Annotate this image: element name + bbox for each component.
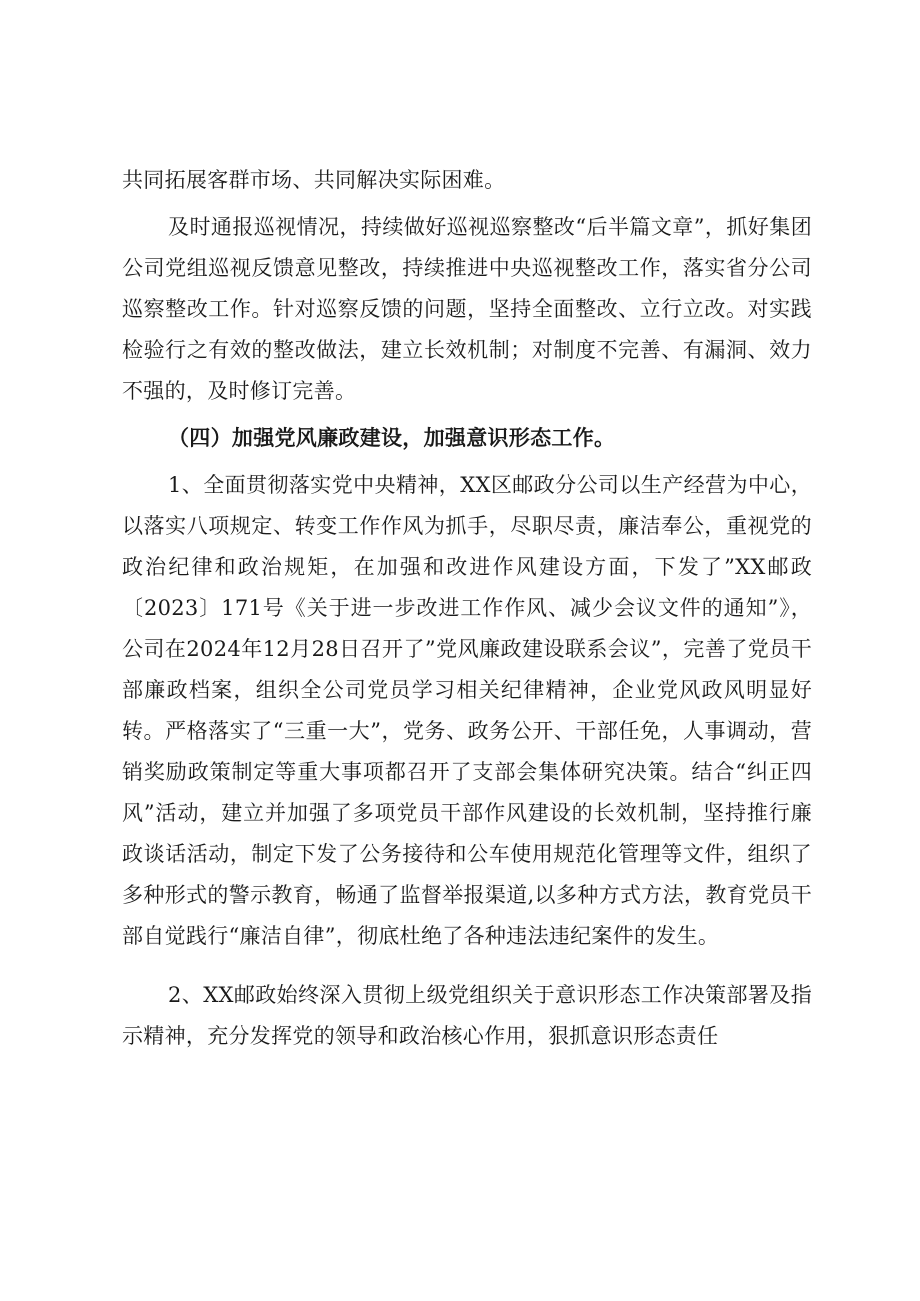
paragraph-inspection-rectification: 及时通报巡视情况，持续做好巡视巡察整改“后半篇文章”，抓好集团公司党组巡视反馈意见整改，持续推进中央巡视整改工作，落实省分公司巡察整改工作。针对巡察反馈的问题，坚持全面整改、立行立改。对实践检验行之有效的整改做法，建立长效机制；对制度不完善、有漏洞、效力不强的，及时修订完善。 xyxy=(122,215,812,403)
paragraph-continuation: 共同拓展客群市场、共同解决实际困难。 xyxy=(122,168,506,192)
document-page xyxy=(122,160,812,1057)
section-heading-four: （四）加强党风廉政建设，加强意识形态工作。 xyxy=(168,426,616,450)
paragraph-item-one: 1、全面贯彻落实党中央精神，XX区邮政分公司以生产经营为中心，以落实八项规定、转变工作作风为抓手，尽职尽责，廉洁奉公，重视党的政治纪律和政治规矩，在加强和改进作风建设方面，下发了”XX邮政〔2023〕171号《关于进一步改进工作作风、减少会议文件的通知”》，公司在2024年12月28日召开了”党风廉政建设联系会议”，完善了党员干部廉政档案，组织全公司党员学习相关纪律精神，企业党风政风明显好转。严格落实了“三重一大”，党务、政务公开、干部任免，人事调动，营销奖励政策制定等重大事项都召开了支部会集体研究决策。结合“纠正四风”活动，建立并加强了多项党员干部作风建设的长效机制，坚持推行廉政谈话活动，制定下发了公务接待和公车使用规范化管理等文件，组织了多种形式的警示教育，畅通了监督举报渠道,以多种方式方法，教育党员干部自觉践行“廉洁自律”，彻底杜绝了各种违法违纪案件的发生。 xyxy=(122,473,812,948)
paragraph-item-two: 2、XX邮政始终深入贯彻上级党组织关于意识形态工作决策部署及指示精神，充分发挥党的领导和政治核心作用，狠抓意识形态责任 xyxy=(122,983,812,1048)
